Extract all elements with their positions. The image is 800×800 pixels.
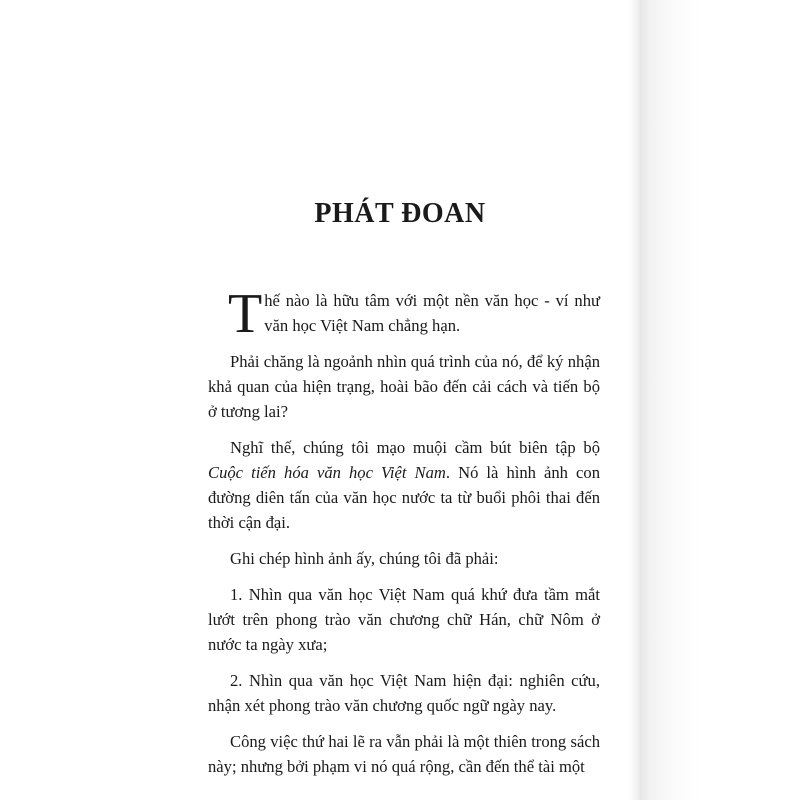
- paragraph-3-text-b: . Nó là hình ảnh con đường diên tấn của văn học nước ta từ buổi phôi thai đến thời cận đại.: [208, 463, 600, 532]
- chapter-title: PHÁT ĐOAN: [314, 198, 486, 229]
- paragraph-7: Công việc thứ hai lẽ ra vẫn phải là một thiên trong sách này; nhưng bởi phạm vi nó quá rộng, cần đến thể tài một: [208, 732, 600, 776]
- paragraph-2: Phải chăng là ngoảnh nhìn quá trình của nó, để ký nhận khả quan của hiện trạng, hoài bão đến cải cách và tiến bộ ở tương lai?: [208, 352, 600, 421]
- page-edge: [640, 0, 800, 800]
- paragraph-3: [208, 435, 600, 535]
- paragraph-3-text-a: Nghĩ thế, chúng tôi mạo muội cầm bút biên tập bộ: [230, 438, 600, 457]
- paragraph-1: [208, 283, 600, 345]
- paragraph-6: 2. Nhìn qua văn học Việt Nam hiện đại: nghiên cứu, nhận xét phong trào văn chương quốc ngữ ngày nay.: [208, 671, 600, 715]
- paragraph-5: 1. Nhìn qua văn học Việt Nam quá khứ đưa tầm mắt lướt trên phong trào văn chương chữ Hán, chữ Nôm ở nước ta ngày xưa;: [208, 585, 600, 654]
- book-title-italic: Cuộc tiến hóa văn học Việt Nam: [208, 463, 446, 482]
- body-text: [208, 283, 600, 790]
- paragraph-1-text: hế nào là hữu tâm với một nền văn học - ví như văn học Việt Nam chẳng hạn.: [264, 291, 600, 335]
- drop-cap: T: [228, 283, 263, 345]
- paragraph-4: Ghi chép hình ảnh ấy, chúng tôi đã phải:: [230, 549, 499, 568]
